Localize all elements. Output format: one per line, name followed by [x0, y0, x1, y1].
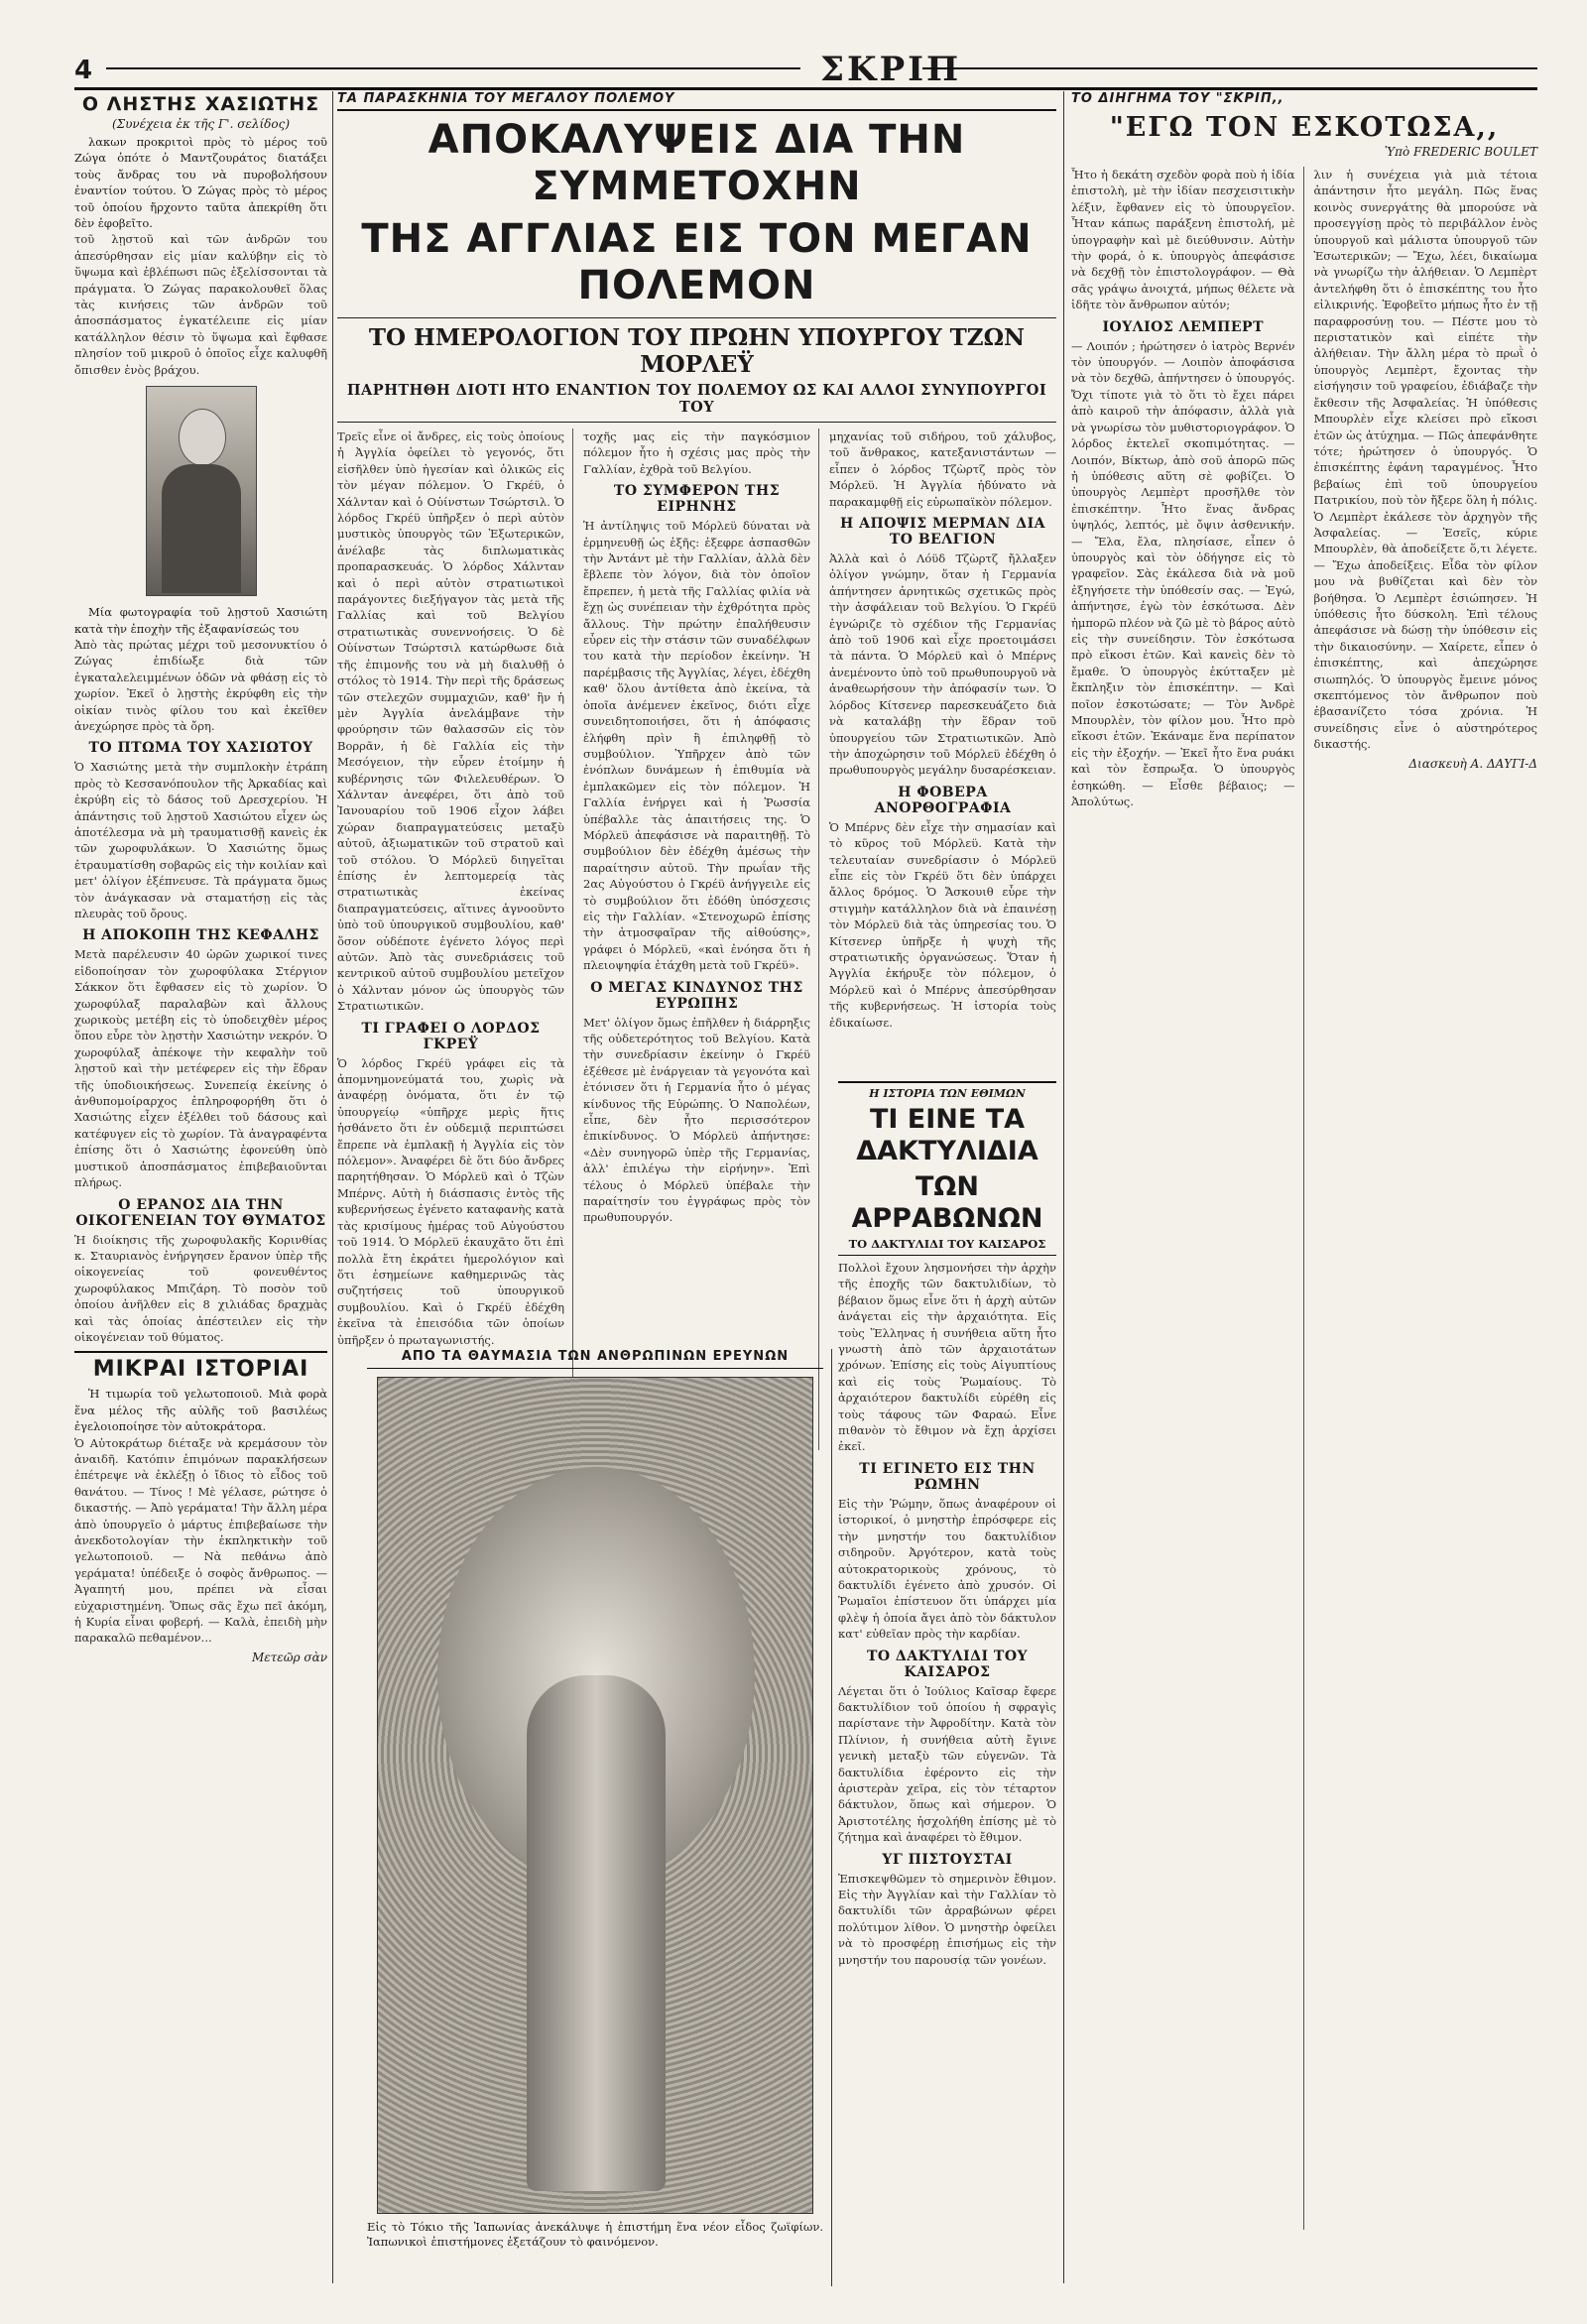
article-headline-3: ΤΟ ΗΜΕΡΟΛΟΓΙΟΝ ΤΟΥ ΠΡΩΗΝ ΥΠΟΥΡΓΟΥ ΤΖΩΝ ΜΟΡΛΕΫ	[337, 317, 1056, 378]
masthead-rule-right	[922, 67, 1537, 69]
article-body-text: Ὁ Μπέρνς δὲν εἶχε τὴν σημασίαν καὶ τὸ κῦρος τοῦ Μόρλεϋ. Κατὰ τὴν τελευταίαν συνεδρίασιν ὁ Μόρλεϋ εἶπε εἰς τὸν Γκρέϋ ὅτι δὲν ὑπάρχει ἄλλος δρόμος. Ὁ Ἄσκουιθ εὗρε τὴν στιγμὴν κατάλληλον διὰ νὰ ἐπαινέσῃ τὸν Μόρλεϋ διὰ τὰς ὑπηρεσίας του. Ὁ Κίτσενερ ὑπῆρξε ἡ ψυχὴ τῆς στρατιωτικῆς ὀργανώσεως. Ὅταν ἡ Ἀγγλία ἐκήρυξε τὸν πόλεμον, ὁ Μόρλεϋ καὶ ὁ Μπέρνς ἀπεσύρθησαν τῆς κυβερνήσεως. Ἡ ἱστορία τοὺς ἐδικαίωσε.	[829, 819, 1056, 1030]
left-column	[74, 91, 327, 2278]
article-body-text: Ἡ ἀντίληψις τοῦ Μόρλεϋ δύναται νὰ ἐρμηνευθῇ ὡς ἑξῆς: ἐξεφρε ἀσπασθῶν τὴν Ἀντάντ μὲ τὴν Γαλλίαν, ἀλλὰ δὲν ἔβλεπε τὸν λόγον, διὰ τὸν ὁποῖον ἔπρεπεν, ἡ μετὰ τῆς Γαλλίας φιλία νὰ ἔχῃ ὡς συνέπειαν τὴν ἐχθρότητα πρὸς ἄλλους. Τὴν πρώτην ἐπαλήθευσιν εὗρεν εἰς τὴν στάσιν τῶν συναδέλφων του κατὰ τὴν περίοδον ἐκείνην. Ἡ παρέμβασις τῆς Ἀγγλίας, λέγει, ἐδέχθη καθ' ὅλου ἀντίθετα ἀπὸ ἐκείνα, τὰ ὁποῖα ἀνέμενεν ἐκεῖνος, διότι εἶχε συνειδητοποιήσει, ὅτι ἡ ἀπόφασις ἐλήφθη πρὶν ἢ ἐπιληφθῇ τὸ συμβούλιον. Ὑπῆρχεν ἀπὸ τῶν ἐνόπλων δυνάμεων ἡ ἐπιθυμία νὰ ἐμπλακῶμεν εἰς τὸν πόλεμον. Ἡ Γαλλία ἐνήργει καὶ ἡ Ῥωσσία ὑπέβαλλε τὰς ἀπαιτήσεις της. Ὁ Μόρλεϋ ἀπεφάσισε νὰ παραιτηθῇ. Τὸ συμβούλιον δὲν ἐδέχθη ἀμέσως τὴν παραίτησιν αὐτοῦ. Τὴν πρωΐαν τῆς 2ας Αὐγούστου ὁ Γκρέϋ ἀνήγγειλε εἰς τὸ συμβούλιον ὅτι ἐδόθη ὑπόσχεσις εἰς τὴν Γαλλίαν. «Στενοχωρῶ ἐπίσης τὴν ἀτμοσφαῖραν τῆς αἰθούσης», γράφει ὁ Μόρλεϋ, «καὶ ἐνόησα ὅτι ἡ πλειοψηφία ἐτάχθη μετὰ τοῦ Γκρέϋ».	[583, 519, 810, 973]
story-body-text: — Λοιπόν ; ἠρώτησεν ὁ ἰατρὸς Βερνέν τὸν ὑπουργόν. — Λοιπὸν ἀποφάσισα νὰ τὸν δεχθῶ, ἀπήντησεν ὁ ὑπουργός. Ὄχι τίποτε γιὰ τὸ ὅτι τὸ ἔχει πάρει ἀπὸ καιροῦ τὴν ἀπόφασιν, ἀλλὰ γιὰ νὰ γνωρίσω τὸν μυθιστοριογράφον. Ὁ λόρδος ἐκτελεῖ σκοπιμότητας. — Λοιπόν, Βίκτωρ, ἀπὸ σοῦ ἀπορῶ πῶς ἡ ὑπόθεσις αὕτη σὲ φοβίζει. Ὁ ὑπουργὸς Λεμπὲρτ προσῆλθε τὸν ἐπισκέπτην. Ἦτο ἕνας ἄνδρας ὑψηλός, λεπτός, μὲ ὄψιν ἀσθενικήν. — Ἔλα, ἔλα, πλησίασε, εἶπεν ὁ ὑπουργὸς καὶ τὸν ὁδήγησε εἰς τὸ γραφεῖον. Σὰς ἐκάλεσα διὰ νὰ μοῦ ἐξηγήσετε τὴν ὑπόθεσίν σας. — Ἐγώ, ἀπήντησε, ἐγὼ τὸν ἐσκότωσα. Δὲν ἠμπορῶ πλέον νὰ ζῶ μὲ τὸ βάρος αὐτὸ εἰς τὴν συνείδησιν. Τὸν ἐσκότωσα πρὸ εἴκοσι ἐτῶν. Καὶ κανεὶς δὲν τὸ ἔμαθε. Ὁ ὑπουργὸς ἐκύτταξεν μὲ ἔκπληξιν τὸν ἐπισκέπτην. — Καὶ ποῖον ἐσκοτώσατε; — Τὸν Ἀνδρὲ Μπουρλὲν, τὸν φίλον μου. Ἦτο πρὸ εἴκοσι ἐτῶν. Ἐκάναμε ἕνα περίπατον εἰς τὴν ἐξοχήν. — Ἐκεῖ ἦτο ἕνα ρυάκι καὶ τὸν ἔσπρωξα. Ὁ ὑπουργὸς ἐσηκώθη. — Εἶσθε βέβαιος; — Ἀπολύτως.	[1071, 338, 1295, 809]
section-title-small-stories: ΜΙΚΡΑΙ ΙΣΤΟΡΙΑΙ	[74, 1351, 327, 1382]
rings-subheading-last: ΥΓ ΠΙΣΤΟΥΣΤΑΙ	[882, 1851, 1013, 1868]
story-kicker: ΤΟ ΔΙΗΓΗΜΑ ΤΟΥ "ΣΚΡΙΠ,,	[1071, 91, 1284, 106]
rings-kicker: Η ΙΣΤΟΡΙΑ ΤΩΝ ΕΘΙΜΩΝ	[838, 1081, 1056, 1100]
masthead-rule-left	[106, 67, 800, 69]
article-body-text: μηχανίας τοῦ σιδήρου, τοῦ χάλυβος, τοῦ ἄνθρακος, κατεξανιστάντων — εἶπεν ὁ λόρδος Τζὼρτζ πρὸς τὸν Μόρλεϋ. Ἡ Ἀγγλία ἠδύνατο νὰ παρακαμφθῇ εἰς εὐρωπαϊκὸν πόλεμον.	[829, 429, 1056, 509]
photo-column-shape	[527, 1675, 666, 2191]
story-signature: Διασκευὴ Α. ΔΑΥΓΙ-Δ	[1408, 756, 1537, 771]
left-column-title: Ο ΛΗΣΤΗΣ ΧΑΣΙΩΤΗΣ	[81, 93, 320, 115]
subheading-belgium: Η ΑΠΟΨΙΣ ΜΕΡΜΑΝ ΔΙΑ ΤΟ ΒΕΛΓΙΟΝ	[840, 516, 1045, 549]
subheading-fundraiser: Ο ΕΡΑΝΟΣ ΔΙΑ ΤΗΝ ΟΙΚΟΓΕΝΕΙΑΝ ΤΟΥ ΘΥΜΑΤΟΣ	[75, 1196, 326, 1229]
rings-body-text: Λέγεται ὅτι ὁ Ἰούλιος Καῖσαρ ἔφερε δακτυλίδιον τοῦ ὁποίου ἡ σφραγὶς παρίστανε τὴν Ἀφροδίτην. Κατὰ τὸν Πλίνιον, ἡ συνήθεια αὐτὴ ἔγινε γενικὴ μεταξὺ τῶν εὐγενῶν. Τὰ δακτυλίδια ἐφέροντο εἰς τὴν ἀριστερὰν χεῖρα, εἰς τὸν τέταρτον δάκτυλον, ὅπως καὶ σήμερον. Ὁ Ἀριστοτέλης ἠσχολήθη ἐπίσης μὲ τὸ ζήτημα καὶ ἀναφέρει τὸ ἔθιμον.	[838, 1683, 1056, 1845]
article-column	[583, 428, 819, 1450]
left-body-text: Ἀπὸ τὰς πρώτας μέχρι τοῦ μεσονυκτίου ὁ Ζώγας ἐπιδίωξε διὰ τῶν ἐγκαταλελειμμένων ὁδῶν νὰ φθάσῃ εἰς τὸ χωρίον. Ἐκεῖ ὁ λῃστὴς ἐκρύφθη εἰς τὴν οἰκίαν τινὸς φίλου του καὶ ἐκεῖθεν ἀνεχώρησε πρὸς τὰ ὄρη.	[74, 637, 327, 733]
subheading-grey: Ο ΜΕΓΑΣ ΚΙΝΔΥΝΟΣ ΤΗΣ ΕΥΡΩΠΗΣ	[590, 979, 803, 1012]
article-body-text: Ὁ λόρδος Γκρέϋ γράφει εἰς τὰ ἀπομνημονεύματά του, χωρὶς νὰ ἀναφέρῃ ὀνόματα, ὅτι ἐν τῷ ὑπουργείῳ «ὑπῆρχε μερὶς ἥτις ἠσθάνετο ὅτι ἐν οὐδεμιᾷ περιπτώσει ἔπρεπε νὰ ἐμπλακῇ ἡ Ἀγγλία εἰς τὸν πόλεμον». Ἀναφέρει δὲ ὅτι δύο ἄνδρες παρητήθησαν. Ὁ Μόρλεϋ καὶ ὁ Τζὼν Μπέρνς. Αὐτὴ ἡ διάσπασις ἐντὸς τῆς κυβερνήσεως ἐγένετο καταφανὴς κατὰ τὰς κρισίμους ἡμέρας τοῦ Αὐγούστου τοῦ 1914. Ὁ Μόρλεϋ ἐκαυχᾶτο ὅτι ἐπὶ πολλὰ ἔτη ἐκράτει ἡμερολόγιον καὶ ὅτι ἐσημείωνε καθημερινῶς τὰς συζητήσεις τοῦ ὑπουργικοῦ συμβουλίου. Καὶ ὁ Γκρέϋ ἐδέχθη ἐκεῖνα τὰ ἐπεισόδια τῶν ὁποίων ὑπῆρξεν ὁ πρωταγωνιστής.	[337, 1055, 564, 1347]
left-paragraph: λακων προκριτοὶ πρὸς τὸ μέρος τοῦ Ζώγα ὁπότε ὁ Μαντζουράτος διατάξει τοὺς ἄνδρας του νὰ πυροβολήσουν ἐναντίον τούτου. Ὁ Ζώγας πρὸς τὸ μέρος τοῦ ὁποίου ἤρχοντο ταῦτα ἀπεκρίθη ὅτι δὲν ἐφοβεῖτο.	[74, 135, 327, 231]
rings-headline-2: ΤΩΝ ΑΡΡΑΒΩΝΩΝ	[851, 1171, 1043, 1234]
wonders-box	[367, 1349, 823, 2286]
story-column	[1071, 167, 1304, 2230]
subheading-peace: ΤΙ ΓΡΑΦΕΙ Ο ΛΟΡΔΟΣ ΓΚΡΕΫ	[361, 1020, 541, 1052]
rings-body-text: Πολλοὶ ἔχουν λησμονήσει τὴν ἀρχὴν τῆς ἐποχῆς τῶν δακτυλιδίων, τὸ βέβαιον ὅμως εἶνε ὅτι ἡ ἀρχὴ αὐτῶν ἀνάγεται εἰς τὴν ἀρχαιότητα. Εἰς τοὺς Ἕλληνας ἡ συνήθεια αὕτη ἦτο γνωστὴ ἀπὸ τῶν ἀρχαιοτάτων χρόνων. Ἐπίσης εἰς τοὺς Αἰγυπτίους καὶ εἰς τοὺς Ῥωμαίους. Τὸ ἀρχαιότερον δακτυλίδι εὑρέθη εἰς τοὺς τάφους τῶν Φαραώ. Εἶνε πιθανὸν τὸ ἔθιμον νὰ ἔχῃ ἀρχίσει ἐκεῖ.	[838, 1261, 1056, 1454]
story-column	[1314, 167, 1538, 2230]
continuation-note: (Συνέχεια ἐκ τῆς Γ'. σελίδος)	[111, 117, 291, 131]
article-column	[337, 428, 573, 1450]
article-headline-1: ΑΠΟΚΑΛΥΨΕΙΣ ΔΙΑ ΤΗΝ ΣΥΜΜΕΤΟΧΗΝ	[427, 117, 966, 209]
rings-body-text: Εἰς τὴν Ῥώμην, ὅπως ἀναφέρουν οἱ ἱστορικοί, ὁ μνηστὴρ ἐπρόσφερε εἰς τὴν μνηστήν του δακτυλίδιον σιδηροῦν. Ἀργότερον, κατὰ τοὺς αὐτοκρατορικοὺς χρόνους, τὸ δακτυλίδι ἐγένετο ἀπὸ χρυσόν. Οἱ Ῥωμαῖοι ἐπίστευον ὅτι ὑπάρχει μία φλὲψ ἡ ὁποία ἄγει ἀπὸ τὸν δάκτυλον κατ' εὐθεῖαν πρὸς τὴν καρδίαν.	[838, 1496, 1056, 1642]
column-divider	[831, 1349, 832, 2286]
subheading-corpse: ΤΟ ΠΤΩΜΑ ΤΟΥ ΧΑΣΙΩΤΟΥ	[88, 740, 313, 757]
paper-name: ΣΚΡΙΠ	[820, 50, 962, 89]
left-signature: Μετεῶρ σὰν	[251, 1650, 327, 1664]
left-body-text: Ὁ Χασιώτης μετὰ τὴν συμπλοκὴν ἐτράπη πρὸς τὸ Κεσσανόπουλον τῆς Ἀρκαδίας καὶ ἐκρύβη εἰς τὸ δάσος τοῦ Δρεσχερίου. Ἡ ἀπάντησις τοῦ λῃστοῦ Χασιώτου εἶχεν ὡς ἀποτέλεσμα νὰ μὴ τραυματισθῇ κανεὶς ἐκ τῶν χωροφυλάκων. Ὁ Χασιώτης ὅμως ἐτραυματίσθη σοβαρῶς εἰς τὴν κοιλίαν καὶ μετ' ὀλίγον ἐξέπνευσε. Τὰ πράγματα ὅμως τὸν ἀνάγκασαν νὰ σταματήσῃ εἰς τὰς πλευρὰς τοῦ ὄρους.	[74, 760, 327, 920]
subheading-interest: ΤΟ ΣΥΜΦΕΡΟΝ ΤΗΣ ΕΙΡΗΝΗΣ	[613, 483, 781, 516]
column-divider	[1063, 91, 1064, 2283]
small-stories-paragraph: Ἡ τιμωρία τοῦ γελωτοποιοῦ. Μιὰ φορὰ ἕνα μέλος τῆς αὐλῆς τοῦ βασιλέως ἐγελοιοποίησε τὸν αὐτοκράτορα.	[74, 1387, 327, 1434]
story-columns	[1071, 167, 1537, 2230]
subheading-spelling: Η ΦΟΒΕΡΑ ΑΝΟΡΘΟΓΡΑΦΙΑ	[874, 784, 1012, 816]
story-title: "ΕΓΩ ΤΟΝ ΕΣΚΟΤΩΣΑ,,	[1109, 112, 1500, 143]
article-headline-2: ΤΗΣ ΑΓΓΛΙΑΣ ΕΙΣ ΤΟΝ ΜΕΓΑΝ ΠΟΛΕΜΟΝ	[361, 216, 1033, 308]
story-letter-signature: ΙΟΥΛΙΟΣ ΛΕΜΠΕΡΤ	[1102, 318, 1264, 335]
rings-subheading-caesar: ΤΟ ΔΑΚΤΥΛΙΔΙ ΤΟΥ ΚΑΙΣΑΡΟΣ	[866, 1648, 1029, 1680]
bandit-photo	[146, 386, 257, 596]
article-body-text: Τρεῖς εἶνε οἱ ἄνδρες, εἰς τοὺς ὁποίους ἡ Ἀγγλία ὀφείλει τὸ γεγονός, ὅτι εἰσῆλθεν ὑπὸ ἡγεσίαν καὶ ὁλικῶς εἰς τὸν μέγαν πόλεμον. Ὁ Γκρέϋ, ὁ Χάλνταν καὶ ὁ Οὐίνστων Τσώρτσιλ. Ὁ λόρδος Γκρέϋ ὑπῆρξεν ὁ περὶ αὐτὸν μυστικὸς ὑπουργὸς τῶν Ἐξωτερικῶν, ἀνέλαβε τὰς διπλωματικὰς προπαρασκευάς. Ὁ λόρδος Χάλνταν καὶ ὁ περὶ αὐτὸν στρατιωτικοὶ παράγοντες διεξήγαγον τὰς μετὰ τῆς Γαλλίας καὶ τοῦ Βελγίου στρατιωτικὰς συνεννοήσεις. Ὁ δὲ Οὐίνστων Τσώρτσιλ κατώρθωσε διὰ τῆς ἐπιμονῆς του νὰ μὴ διαλυθῇ ὁ στόλος τὸ 1914. Τὴν περὶ τῆς δράσεως τῶν στελεχῶν συμμαχιῶν, καθ' ἣν ἡ μὲν Ἀγγλία ἀνελάμβανε τὴν φρούρησιν τῶν θαλασσῶν εἰς τὸν Βορρᾶν, ἡ δὲ Γαλλία εἰς τὴν Μεσόγειον, τὴν εὗρεν ἐτοίμην ἡ κυβέρνησις τῶν Φιλελευθέρων. Ὁ Χάλνταν ἀνεφέρει, ὅτι ἀπὸ τοῦ Ἰανουαρίου τοῦ 1906 εἶχον λάβει χώραν διαπραγματεύσεις μεταξὺ αὐτοῦ, ἀξιωματικῶν τοῦ στρατοῦ καὶ τοῦ στόλου. Ὁ Μόρλεϋ διηγεῖται ἐπίσης ἐν λεπτομερείᾳ τὰς στρατιωτικὰς ἐκείνας διαπραγματεύσεις, αἵτινες ἀγνοοῦντο ὑπὸ τοῦ ὑπουργικοῦ συμβουλίου, καθ' ὅσον οὐδέποτε ἐγένετο λόγος περὶ αὐτῶν. Ἀπὸ τὰς συνεδριάσεις τοῦ κεντρικοῦ αὐτοῦ συμβουλίου μετεῖχον ὁ Χάλνταν μόνον ὡς ὑπουργὸς τῶν Στρατιωτικῶν.	[337, 429, 564, 1014]
column-divider	[332, 91, 333, 2283]
photo-head-shape	[179, 409, 226, 466]
article-body-text: Ἀλλὰ καὶ ὁ Λόϋδ Τζὼρτζ ἤλλαξεν ὀλίγον γνώμην, ὅταν ἡ Γερμανία ἀπήντησεν ἀρνητικῶς σχετικῶς πρὸς τὴν ἀσφάλειαν τοῦ Βελγίου. Ὁ Γκρέϋ ἐγνώριζε τὸ σχέδιον τῆς Γερμανίας ἀπὸ τοῦ 1906 καὶ εἶχε προετοιμάσει τὰ πάντα. Ὁ Μόρλεϋ καὶ ὁ Μπέρνς ἀνεμένοντο ὑπὸ τοῦ πρωθυπουργοῦ νὰ ἀναθεωρήσουν τὴν ἀπόφασίν των. Ὁ λόρδος Κίτσενερ παρεσκευάζετο διὰ νὰ καταλάβῃ τὴν ἕδραν τοῦ ὑπουργείου τῶν Στρατιωτικῶν. Ἀπὸ τὴν ἀποχώρησιν τοῦ Μόρλεϋ ἐδέχθη ὁ πρωθυπουργὸς μεγάλην δυσαρέσκειαν.	[829, 551, 1056, 778]
short-story	[1071, 91, 1537, 2278]
rings-body-text: Ἐπισκεψθῶμεν τὸ σημερινὸν ἔθιμον. Εἰς τὴν Ἀγγλίαν καὶ τὴν Γαλλίαν τὸ δακτυλίδι τῶν ἀρραβώνων φέρει πολύτιμον λίθον. Ὁ μνηστὴρ ὀφείλει νὰ τὸ προσφέρῃ ἐπισήμως εἰς τὴν μνηστήν του παρουσίᾳ τῶν γονέων.	[838, 1871, 1056, 1967]
story-body-text: Ἦτο ἡ δεκάτη σχεδὸν φορὰ ποὺ ἡ ἰδία ἐπιστολὴ, μὲ τὴν ἰδίαν πεσχεισιτικὴν λέξιν, ἔφθανεν εἰς τὸ ὑπουργεῖον. Ἦταν κάπως παράξενη ἐπιστολή, μὲ ὑπογραφὴν καὶ μὲ διεύθυνσιν. Αὐτὴν τὴν φορά, ὁ κ. ὑπουργὸς ἀπεφάσισε νὰ δεχθῇ τὸν ἐπιστολογράφον. — Θὰ σᾶς γράψω ἀνοιχτά, μήπως θέλετε νὰ ἰδῆτε τὸν ἄνθρωπον αὐτόν;	[1071, 168, 1295, 312]
left-body-text: Ἡ διοίκησις τῆς χωροφυλακῆς Κορινθίας κ. Σταυριανὸς ἐνήργησεν ἔρανον ὑπὲρ τῆς οἰκογενείας τοῦ φονευθέντος χωροφύλακος Μπιζάρη. Τὸ ποσὸν τοῦ ὁποίου ἀνῆλθεν εἰς 8 χιλιάδας δραχμὰς καὶ τὰς ὁποίας ἀπέστειλεν εἰς τὴν οἰκογένειαν τοῦ θύματος.	[74, 1232, 327, 1344]
page-number: 4	[74, 56, 93, 85]
rings-headline-1: ΤΙ ΕΙΝΕ ΤΑ ΔΑΚΤΥΛΙΔΙΑ	[856, 1104, 1038, 1166]
article-body-text: τοχῆς μας εἰς τὴν παγκόσμιον πόλεμον ἦτο ἡ σχέσις μας πρὸς τὴν Γαλλίαν, ἐχθρὰ τοῦ Βελγίου.	[583, 429, 810, 476]
wonders-caption: Εἰς τὸ Τόκιο τῆς Ἰαπωνίας ἀνεκάλυψε ἡ ἐπιστήμη ἕνα νέον εἶδος ζωϊφίων. Ἰαπωνικοὶ ἐπιστήμονες ἐξετάζουν τὸ φαινόμενον.	[367, 2220, 823, 2249]
rings-subheading: ΤΟ ΔΑΚΤΥΛΙΔΙ ΤΟΥ ΚΑΙΣΑΡΟΣ	[838, 1237, 1056, 1256]
article-body-text: Μετ' ὀλίγον ὅμως ἐπῆλθεν ἡ διάρρηξις τῆς οὐδετερότητος τοῦ Βελγίου. Κατὰ τὴν συνεδρίασιν ἐκείνην ὁ Γκρέϋ ἐξέθεσε μὲ ἐνάργειαν τὰ γεγονότα καὶ ἐτόνισεν ὅτι ἡ Γερμανία ἦτο ὁ μέγας κίνδυνος τῆς Εὐρώπης. Ὁ Ναπολέων, εἶπε, δὲν ἦτο περισσότερον ἐπικίνδυνος. Ὁ Μόρλεϋ ἀπήντησε: «Δὲν συνηγορῶ ὑπὲρ τῆς Γερμανίας, ἀλλ' ἐπιλέγω τὴν εἰρήνην». Ἐπὶ τέλους ὁ Μόρλεϋ ὑπέβαλε τὴν παραίτησίν του ἐγγράφως πρὸς τὸν πρωθυπουργόν.	[583, 1015, 810, 1225]
microscope-photo	[377, 1377, 813, 2214]
subheading-head: Η ΑΠΟΚΟΠΗ ΤΗΣ ΚΕΦΑΛΗΣ	[82, 927, 319, 944]
photo-body-shape	[162, 464, 241, 593]
left-body-text: Ὁ Αὐτοκράτωρ διέταξε νὰ κρεμάσουν τὸν ἀναιδῆ. Κατόπιν ἐπιμόνων παρακλήσεων ἐπέτρεψε νὰ ἐκλέξῃ ὁ ἴδιος τὸ εἶδος τοῦ θανάτου. — Τίνος ! Μὲ γέλασε, ρώτησε ὁ δικαστής. — Ἀπὸ γεράματα! Τὴν ἄλλη μέρα ἀπὸ ὑπουργεῖο ὁ μάρτυς ἐπιβεβαίωσε τὴν ἀνεκδοτολογίαν τὴν ἐκπληκτικὴν τοῦ γελωτοποιοῦ. — Νὰ πεθάνω ἀπὸ γεράματα! ὑπέδειξε ὁ σοφὸς ἄνθρωπος. — Ἀγαπητή μου, πρέπει νὰ εἶσαι εὐχαριστημένη. Ὅπως σᾶς ἔχω πεῖ ἀκόμη, ἡ Κυρία εἶναι φοβερή. — Καλὰ, ἐπειδὴ μὴν παρακαλῶ πεθαμένον...	[74, 1435, 327, 1646]
left-body-text: Μετὰ παρέλευσιν 40 ὡρῶν χωρικοί τινες εἰδοποίησαν τὸν χωροφύλακα Στέργιον Σάκκον ὅτι ἔφθασεν εἰς τὸ χωρίον. Ὁ χωροφύλαξ παραλαβὼν καὶ ἄλλους χωρικοὺς μετέβη εἰς τὸ ὑποδειχθὲν μέρος ὅπου εὗρε τὸν λῃστὴν Χασιώτην νεκρόν. Ὁ χωροφύλαξ ἀπέκοψε τὴν κεφαλὴν τοῦ λῃστοῦ καὶ τὴν μετέφερεν εἰς τὴν ἕδραν τῆς ὑποδιοικήσεως. Συνεπείᾳ ἐκείνης ὁ ἀνθυπομοίραρχος ἐπληροφορήθη ὅτι ὁ Χασιώτης εἶχεν ἐξέλθει τοῦ δάσους καὶ κατέφυγεν εἰς τὸ χωρίον. Τὰ ἀναγραφέντα ἐπίσης ὅτι ὁ Χασιώτης ἐφονεύθη ὑπὸ μυστικοῦ ἀποσπάσματος ἐπιβεβαιοῦνται πλήρως.	[74, 947, 327, 1190]
story-body-text: λιν ἡ συνέχεια γιὰ μιὰ τέτοια ἀπάντησιν ἦτο μεγάλη. Πῶς ἕνας κοινὸς συνεργάτης θὰ μπορούσε νὰ προσεγγίσῃ πρὸς τὸ περιβάλλον ἑνὸς ὑπουργοῦ καὶ μάλιστα ὑπουργοῦ τῶν Ἐσωτερικῶν; — Ἔχω, λέει, δικαίωμα νὰ γνωρίζω τὴν ἀλήθειαν. Ὁ Λεμπὲρτ ἀντελήφθη ὅτι ὁ ἐπισκέπτης του ἦτο εἰλικρινής. Ἐφοβεῖτο μήπως ἦτο ἐν τῇ παραφροσύνῃ του. — Πέστε μου τὸ περιστατικὸν καὶ εἰπέτε τὴν ἀλήθειαν. Τὴν ἄλλη μέρα τὸ πρωῒ ὁ ὑπουργὸς Λεμπὲρτ, ἔχοντας τὴν εἰσήγησιν τοῦ γραφείου, ἐδιάβαζε τὴν ἔκθεσιν τῆς Ἀσφαλείας. Ἡ ὑπόθεσις Μπουρλὲν εἶχε κλείσει πρὸ εἴκοσι ἐτῶν ὡς ἀτύχημα. — Πῶς ἀπεφάνθητε τότε; ἠρώτησεν ὁ ὑπουργός. Ὁ ἐπισκέπτης ἐφάνη ταραγμένος. Ἦτο βεβαίως ἐπὶ τοῦ ὑπουργείου Πατρικίου, ποὺ τὸν ἤξερε ὅλη ἡ πόλις. Ὁ Λεμπὲρτ ἐκάλεσε τὸν ἀρχηγὸν τῆς Ἀσφαλείας. — Ἐσεῖς, κύριε Μπουρλὲν, θὰ ἀποδείξετε ὅ,τι λέγετε. — Ἔχω ἀποδείξεις. Εἶδα τὸν φίλον μου νὰ βυθίζεται καὶ δὲν τὸν βοήθησα. Ὁ Λεμπὲρτ ἐσιώπησεν. Ἡ ὑπόθεσις ἦτο δύσκολη. Ἐπὶ τέλους ἀπεφάσισε νὰ δώσῃ τὴν ὑπόθεσιν εἰς τὴν δικαιοσύνην. — Χαίρετε, εἶπεν ὁ ἐπισκέπτης, καὶ ἀπεχώρησε σιωπηλός. Ὁ ὑπουργὸς ἔμεινε μόνος σκεπτόμενος τὸν ἄνθρωπον ποὺ ἐβασανίζετο τόσα χρόνια. Ἡ συνείδησις εἶνε ὁ αὐστηρότερος δικαστής.	[1313, 168, 1537, 752]
story-author: Ὑπὸ FREDERIC BOULET	[1384, 145, 1537, 159]
article-kicker: ΤΑ ΠΑΡΑΣΚΗΝΙΑ ΤΟΥ ΜΕΓΑΛΟΥ ΠΟΛΕΜΟΥ	[337, 91, 1056, 111]
photo-caption: Μία φωτογραφία τοῦ λῃστοῦ Χασιώτη κατὰ τὴν ἐποχὴν τῆς ἐξαφανίσεώς του	[74, 605, 327, 636]
rings-subheading-rome: ΤΙ ΕΓΙΝΕΤΟ ΕΙΣ ΤΗΝ ΡΩΜΗΝ	[859, 1460, 1036, 1493]
rings-article	[838, 1081, 1056, 2286]
article-headline-4: ΠΑΡΗΤΗΘΗ ΔΙΟΤΙ ΗΤΟ ΕΝΑΝΤΙΟΝ ΤΟΥ ΠΟΛΕΜΟΥ ΩΣ ΚΑΙ ΑΛΛΟΙ ΣΥΝΥΠΟΥΡΓΟΙ ΤΟΥ	[337, 382, 1056, 423]
masthead	[74, 50, 1537, 90]
left-body-text: τοῦ λῃστοῦ καὶ τῶν ἀνδρῶν του ἀπεσύρθησαν εἰς μίαν καλύβην εἰς τὸ ὕψωμα καὶ ἐβλέπωσι πῶς ἐξελίσσονται τὰ πράγματα. Ὁ Ζώγας παρακολουθεῖ ὅλας τὰς κινήσεις τῶν ἀνδρῶν τοῦ ἀποσπάσματος ἐγκατέλειπε εἰς μίαν κατάλληλον θέσιν τὸ ὕψωμα καὶ ἔφθασε πλησίον τοῦ μικροῦ ὁ ὁποῖος εἶχε καλυφθῆ ὄπισθεν ἑνὸς βράχου.	[74, 232, 327, 377]
wonders-title: ΑΠΟ ΤΑ ΘΑΥΜΑΣΙΑ ΤΩΝ ΑΝΘΡΩΠΙΝΩΝ ΕΡΕΥΝΩΝ	[367, 1349, 823, 1369]
